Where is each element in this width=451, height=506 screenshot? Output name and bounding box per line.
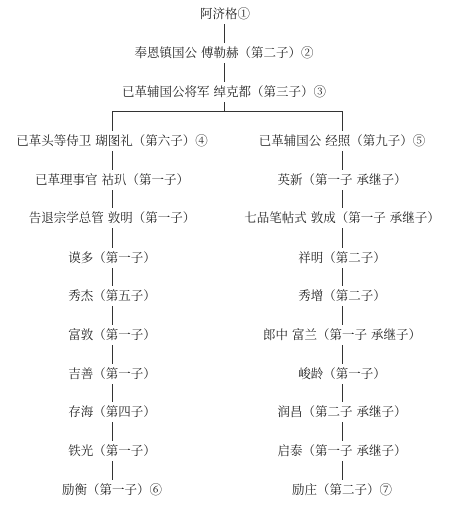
right-branch-node: 郎中 富兰（第一子 承继子） <box>263 327 421 342</box>
right-branch-node: 七品笔帖式 敦成（第一子 承继子） <box>244 210 440 225</box>
right-branch-node: 启泰（第一子 承继子） <box>277 443 407 458</box>
connector-line <box>224 102 225 111</box>
connector-line <box>112 268 113 286</box>
connector-line <box>342 190 343 208</box>
left-branch-node: 铁光（第一子） <box>68 443 156 458</box>
connector-line <box>224 24 225 43</box>
left-branch-node: 已革头等侍卫 瑚图礼（第六子）④ <box>16 133 208 148</box>
right-branch-node: 峻龄（第一子） <box>298 366 386 381</box>
right-branch-node: 已革辅国公 经照（第九子）⑤ <box>258 133 426 148</box>
left-branch-node: 励衡（第一子）⑥ <box>61 482 163 497</box>
fork-bar <box>112 111 343 112</box>
left-branch-node: 秀杰（第五子） <box>68 288 156 303</box>
left-branch-node: 告退宗学总管 敦明（第一子） <box>28 210 196 225</box>
right-branch-node: 励庄（第二子）⑦ <box>291 482 393 497</box>
connector-line <box>342 384 343 402</box>
connector-line <box>342 268 343 286</box>
left-branch-node: 存海（第四子） <box>68 404 156 419</box>
left-branch-node: 谟多（第一子） <box>68 250 156 265</box>
connector-line <box>112 111 113 131</box>
connector-line <box>342 461 343 480</box>
connector-line <box>342 111 343 131</box>
connector-line <box>342 228 343 248</box>
connector-line <box>112 151 113 170</box>
connector-line <box>112 228 113 248</box>
connector-line <box>112 306 113 325</box>
left-branch-node: 富敦（第一子） <box>68 327 156 342</box>
left-branch-node: 吉善（第一子） <box>68 366 156 381</box>
right-branch-node: 润昌（第二子 承继子） <box>277 404 407 419</box>
chain-node-1: 奉恩镇国公 傅勒赫（第二子）② <box>134 45 314 60</box>
connector-line <box>112 384 113 402</box>
connector-line <box>342 345 343 364</box>
connector-line <box>342 422 343 441</box>
chain-node-2: 已革辅国公将军 绰克都（第三子）③ <box>122 84 326 99</box>
connector-line <box>112 461 113 480</box>
connector-line <box>342 306 343 325</box>
connector-line <box>342 151 343 170</box>
connector-line <box>112 422 113 441</box>
left-branch-node: 已革理事官 祜玐（第一子） <box>35 172 189 187</box>
right-branch-node: 秀增（第二子） <box>298 288 386 303</box>
connector-line <box>112 190 113 208</box>
root-node: 阿济格① <box>199 6 251 21</box>
connector-line <box>224 63 225 82</box>
right-branch-node: 英新（第一子 承继子） <box>277 172 407 187</box>
right-branch-node: 祥明（第二子） <box>298 250 386 265</box>
connector-line <box>112 345 113 364</box>
